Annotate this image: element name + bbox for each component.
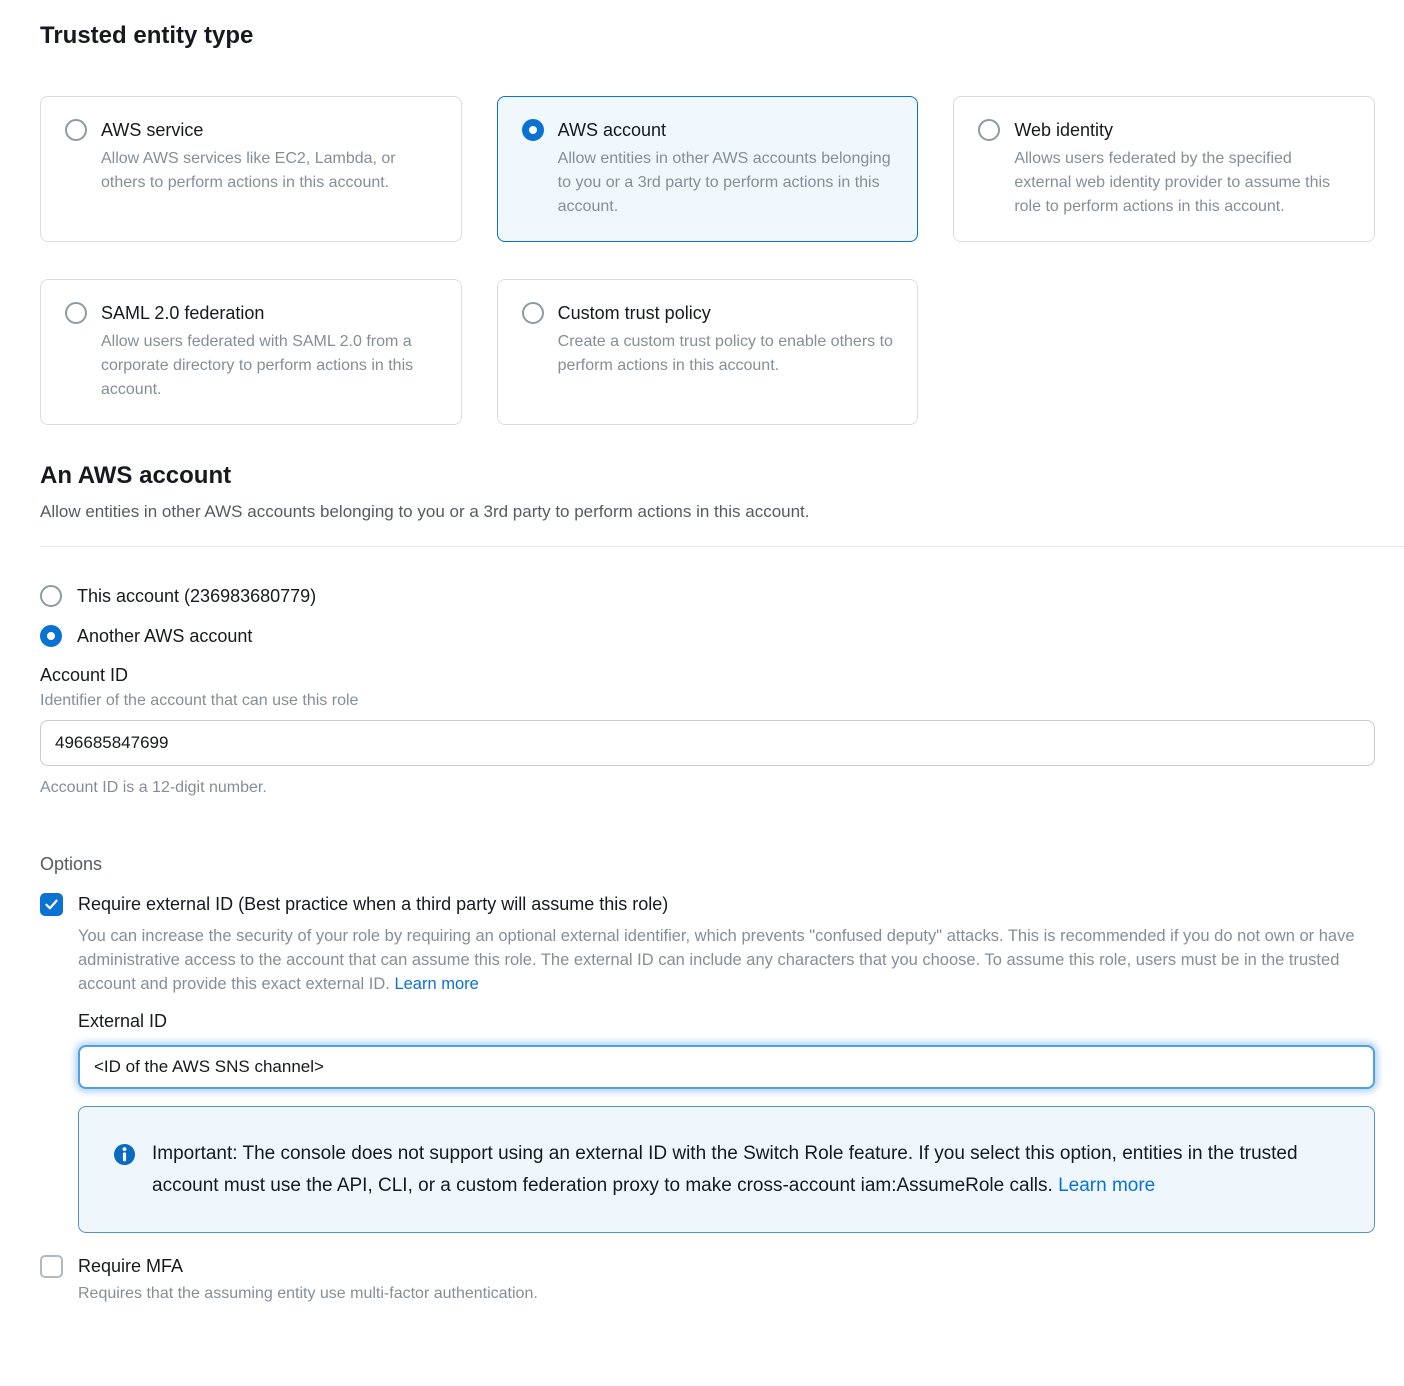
- account-id-hint: Identifier of the account that can use this role: [40, 692, 359, 709]
- card-description: Allow users federated with SAML 2.0 from a corporate directory to perform actions in this account.: [101, 333, 414, 398]
- radio-unselected-icon[interactable]: [65, 119, 87, 141]
- account-id-label: Account ID: [40, 665, 129, 685]
- radio-unselected-icon[interactable]: [40, 585, 62, 607]
- info-icon: [113, 1143, 136, 1166]
- require-mfa-description: Requires that the assuming entity use multi-factor authentication.: [78, 1284, 538, 1302]
- check-icon: [44, 897, 59, 912]
- another-account-label: Another AWS account: [77, 625, 253, 646]
- section-heading: An AWS account: [40, 462, 232, 489]
- options-heading: Options: [40, 854, 103, 874]
- card-title: Web identity: [1014, 119, 1114, 140]
- require-mfa-option[interactable]: [40, 1255, 1375, 1278]
- card-web-identity[interactable]: [953, 96, 1375, 242]
- card-title: SAML 2.0 federation: [101, 302, 265, 323]
- require-external-id-label: Require external ID (Best practice when a third party will assume this role): [78, 894, 669, 914]
- card-aws-service[interactable]: [40, 96, 462, 242]
- radio-selected-icon[interactable]: [522, 119, 544, 141]
- require-external-id-option[interactable]: [40, 893, 1375, 916]
- radio-selected-icon[interactable]: [40, 625, 62, 647]
- external-id-field-label: External ID: [78, 1011, 168, 1032]
- external-id-description-text: You can increase the security of your role by requiring an optional external identifier, which prevents "confused deputy" attacks. This is recommended if you do not own or have administrative access to the account that can assume this role. The external ID can include any characters that you choose. To assume this role, users must be in the trusted account and provide this exact external ID.: [78, 927, 1355, 994]
- trusted-entity-cards: [40, 96, 1375, 425]
- require-mfa-label: Require MFA: [78, 1255, 184, 1276]
- card-description: Create a custom trust policy to enable others to perform actions in this account.: [557, 333, 893, 374]
- this-account-label: This account (236983680779): [77, 585, 317, 606]
- checkbox-unchecked-icon[interactable]: [40, 1255, 63, 1278]
- card-title: Custom trust policy: [557, 302, 711, 323]
- account-id-input[interactable]: [40, 720, 1375, 766]
- card-description: Allows users federated by the specified external web identity provider to assume this role to perform actions in this account.: [1014, 150, 1331, 215]
- card-custom-trust-policy[interactable]: [497, 279, 919, 425]
- card-title: AWS account: [557, 119, 667, 140]
- another-account-option[interactable]: [40, 625, 1375, 647]
- info-banner-text: [152, 1138, 1344, 1201]
- info-banner-message: Important: The console does not support using an external ID with the Switch Role feature. If you select this option, entities in the trusted account must use the API, CLI, or a custom federation proxy to make cross-account iam:AssumeRole calls.: [152, 1143, 1298, 1196]
- card-description: Allow entities in other AWS accounts belonging to you or a 3rd party to perform actions in this account.: [557, 150, 891, 215]
- checkbox-checked-icon[interactable]: [40, 893, 63, 916]
- external-id-description: [78, 924, 1375, 996]
- account-id-helper: Account ID is a 12-digit number.: [40, 779, 267, 796]
- section-description: Allow entities in other AWS accounts belonging to you or a 3rd party to perform actions in this account.: [40, 502, 810, 521]
- learn-more-link[interactable]: Learn more: [1058, 1174, 1156, 1196]
- page-title: Trusted entity type: [40, 22, 254, 49]
- radio-unselected-icon[interactable]: [65, 302, 87, 324]
- card-aws-account[interactable]: [497, 96, 919, 242]
- require-mfa-block: [40, 1255, 1375, 1303]
- this-account-option[interactable]: [40, 585, 1375, 607]
- learn-more-link[interactable]: Learn more: [394, 975, 479, 994]
- card-saml-federation[interactable]: [40, 279, 462, 425]
- radio-unselected-icon[interactable]: [522, 302, 544, 324]
- info-banner: [78, 1106, 1375, 1233]
- card-description: Allow AWS services like EC2, Lambda, or others to perform actions in this account.: [101, 150, 396, 191]
- section-divider: [40, 546, 1404, 547]
- radio-unselected-icon[interactable]: [978, 119, 1000, 141]
- external-id-input[interactable]: [78, 1045, 1375, 1089]
- card-title: AWS service: [101, 119, 204, 140]
